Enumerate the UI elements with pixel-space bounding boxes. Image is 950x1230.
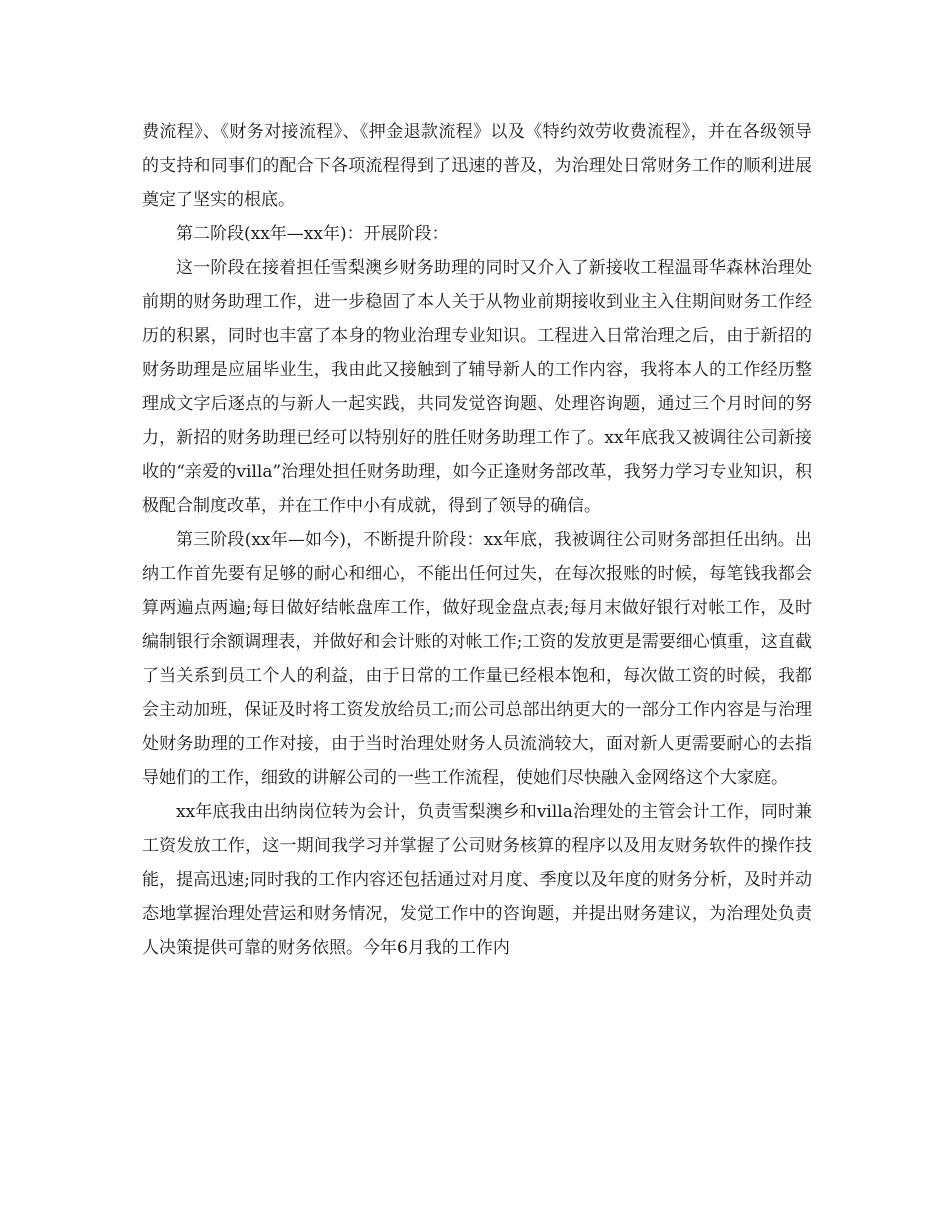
paragraph-accountant: xx年底我由出纳岗位转为会计，负责雪梨澳乡和villa治理处的主管会计工作，同时兼工资发放工作，这一期间我学习并掌握了公司财务核算的程序以及用友财务软件的操作技能，提高迅速;同时我的工作内容还包括通过对月度、季度以及年度的财务分析，及时并动态地掌握治理处营运和财务情况，发觉工作中的咨询题，并提出财务建议，为治理处负责人决策提供可靠的财务依照。今年6月我的工作内 bbox=[142, 802, 812, 958]
paragraph-stage-three: 第三阶段(xx年—如今)，不断提升阶段：xx年底，我被调往公司财务部担任出纳。出纳工作首先要有足够的耐心和细心，不能出任何过失，在每次报账的时候，每笔钱我都会算两遍点两遍;每日做好结帐盘库工作，做好现金盘点表;每月末做好银行对帐工作，及时编制银行余额调理表，并做好和会计账的对帐工作;工资的发放更是需要细心慎重，这直截了当关系到员工个人的利益，由于日常的工作量已经根本饱和，每次做工资的时候，我都会主动加班，保证及时将工资发放给员工;而公司总部出纳更大的一部分工作内容是与治理处财务助理的工作对接，由于当时治理处财务人员流淌较大，面对新人更需要耐心的去指导她们的工作，细致的讲解公司的一些工作流程，使她们尽快融入金网络这个大家庭。 bbox=[142, 530, 812, 788]
document-body bbox=[142, 115, 812, 965]
paragraph-stage-two-body: 这一阶段在接着担任雪梨澳乡财务助理的同时又介入了新接收工程温哥华森林治理处前期的财务助理工作，进一步稳固了本人关于从物业前期接收到业主入住期间财务工作经历的积累，同时也丰富了本身的物业治理专业知识。工程进入日常治理之后，由于新招的财务助理是应届毕业生，我由此又接触到了辅导新人的工作内容，我将本人的工作经历整理成文字后逐点的与新人一起实践，共同发觉咨询题、处理咨询题，通过三个月时间的努力，新招的财务助理已经可以特别好的胜任财务助理工作了。xx年底我又被调往公司新接收的“亲爱的villa”治理处担任财务助理，如今正逢财务部改革，我努力学习专业知识，积极配合制度改革，并在工作中小有成就，得到了领导的确信。 bbox=[142, 258, 812, 516]
paragraph-stage-two-heading: 第二阶段(xx年—xx年)：开展阶段： bbox=[176, 224, 449, 244]
paragraph-1: 费流程》、《财务对接流程》、《押金退款流程》以及《特约效劳收费流程》，并在各级领导的支持和同事们的配合下各项流程得到了迅速的普及，为治理处日常财务工作的顺利进展奠定了坚实的根底。 bbox=[142, 122, 812, 210]
